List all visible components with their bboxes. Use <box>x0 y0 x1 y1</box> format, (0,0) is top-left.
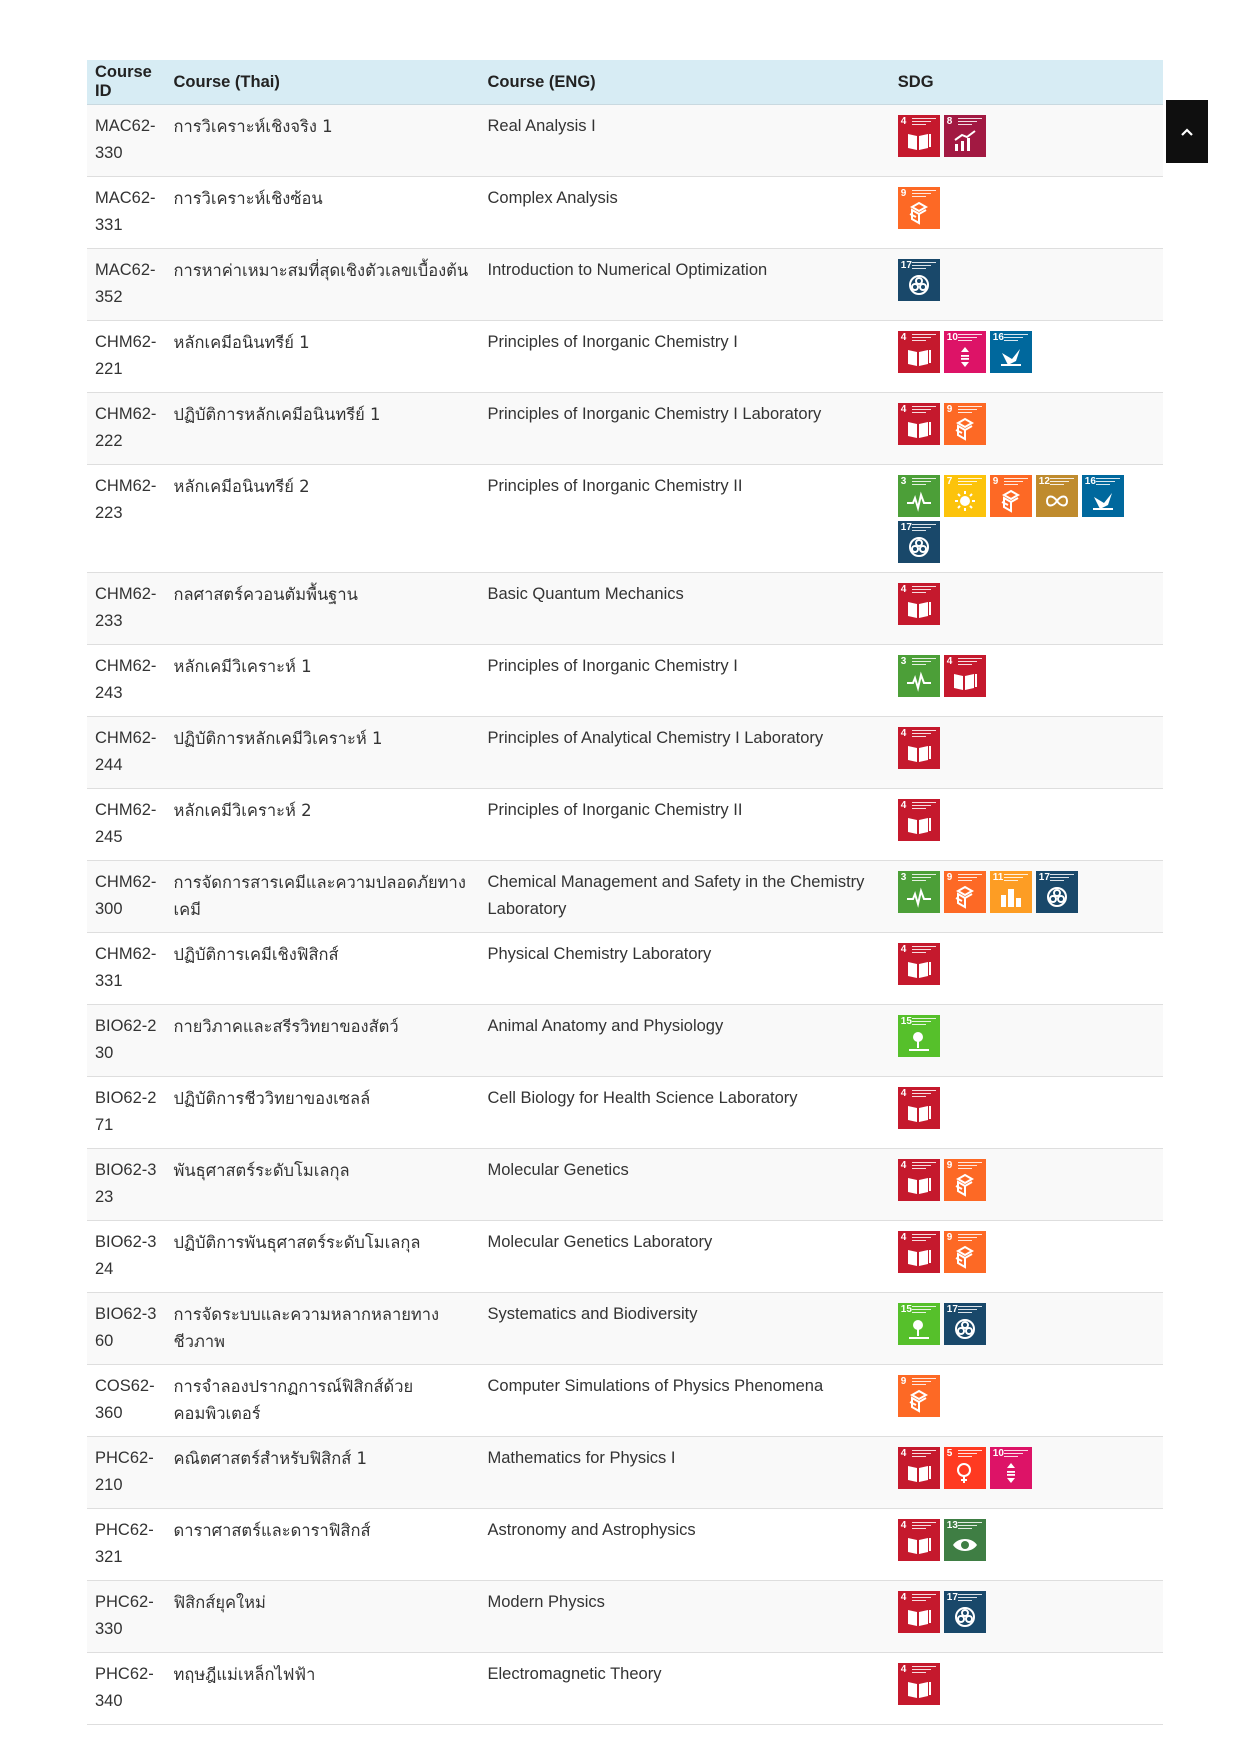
sdg-cell <box>890 249 1163 321</box>
chevron-up-icon <box>1181 128 1193 136</box>
course-id-cell: BIO62-230 <box>87 1005 166 1077</box>
table-row <box>87 861 1163 933</box>
course-id-cell: CHM62-221 <box>87 321 166 393</box>
table-row <box>87 789 1163 861</box>
course-eng-cell: Molecular Genetics <box>480 1149 890 1221</box>
sdg-number: 4 <box>900 944 907 955</box>
sdg-4-icon[interactable] <box>898 1087 940 1129</box>
sdg-4-icon[interactable] <box>898 943 940 985</box>
course-eng-cell: Chemical Management and Safety in the Chemistry Laboratory <box>480 861 890 933</box>
course-id-cell: CHM62-243 <box>87 645 166 717</box>
table-row <box>87 1221 1163 1293</box>
sdg-number: 4 <box>900 1664 907 1675</box>
course-id-cell: CHM62-300 <box>87 861 166 933</box>
course-thai-cell: การจำลองปรากฏการณ์ฟิสิกส์ด้วยคอมพิวเตอร์ <box>166 1365 480 1437</box>
course-thai-cell: คณิตศาสตร์สำหรับฟิสิกส์ 1 <box>166 1437 480 1509</box>
sdg-number: 4 <box>900 404 907 415</box>
sdg-4-icon[interactable] <box>898 1591 940 1633</box>
course-thai-cell: ดาราศาสตร์และดาราฟิสิกส์ <box>166 1509 480 1581</box>
sdg-number: 9 <box>946 1160 953 1171</box>
course-id-cell: BIO62-360 <box>87 1293 166 1365</box>
course-id-cell: CHM62-222 <box>87 393 166 465</box>
sdg-cell <box>890 1365 1163 1437</box>
course-thai-cell: การหาค่าเหมาะสมที่สุดเชิงตัวเลขเบื้องต้น <box>166 249 480 321</box>
sdg-15-icon[interactable] <box>898 1015 940 1057</box>
sdg-9-icon[interactable] <box>944 871 986 913</box>
sdg-cell <box>890 861 1163 933</box>
sdg-cell <box>890 1509 1163 1581</box>
header-course-eng: Course (ENG) <box>480 60 890 105</box>
course-id-cell: MAC62-330 <box>87 105 166 177</box>
course-eng-cell: Astronomy and Astrophysics <box>480 1509 890 1581</box>
sdg-10-icon[interactable] <box>990 1447 1032 1489</box>
sdg-4-icon[interactable] <box>898 403 940 445</box>
course-thai-cell: หลักเคมีอนินทรีย์ 1 <box>166 321 480 393</box>
table-row <box>87 465 1163 573</box>
sdg-4-icon[interactable] <box>898 727 940 769</box>
table-row <box>87 1581 1163 1653</box>
course-thai-cell: ปฏิบัติการหลักเคมีวิเคราะห์ 1 <box>166 717 480 789</box>
sdg-17-icon[interactable] <box>944 1591 986 1633</box>
sdg-number: 9 <box>900 188 907 199</box>
table-row <box>87 1437 1163 1509</box>
sdg-cell <box>890 393 1163 465</box>
course-id-cell: CHM62-223 <box>87 465 166 573</box>
sdg-17-icon[interactable] <box>898 521 940 563</box>
sdg-number: 4 <box>900 800 907 811</box>
sdg-4-icon[interactable] <box>898 331 940 373</box>
header-course-thai: Course (Thai) <box>166 60 480 105</box>
sdg-number: 8 <box>946 116 953 127</box>
sdg-16-icon[interactable] <box>1082 475 1124 517</box>
sdg-number: 7 <box>946 476 953 487</box>
table-row <box>87 321 1163 393</box>
table-row <box>87 573 1163 645</box>
sdg-number: 17 <box>900 260 912 271</box>
sdg-number: 12 <box>1038 476 1050 487</box>
sdg-13-icon[interactable] <box>944 1519 986 1561</box>
sdg-3-icon[interactable] <box>898 871 940 913</box>
course-id-cell: BIO62-324 <box>87 1221 166 1293</box>
table-row <box>87 717 1163 789</box>
sdg-9-icon[interactable] <box>944 1231 986 1273</box>
sdg-9-icon[interactable] <box>898 187 940 229</box>
sdg-number: 9 <box>900 1376 907 1387</box>
course-thai-cell: หลักเคมีอนินทรีย์ 2 <box>166 465 480 573</box>
table-header <box>87 60 1163 105</box>
course-id-cell: PHC62-340 <box>87 1653 166 1725</box>
back-to-top-button[interactable] <box>1166 100 1208 163</box>
table-row <box>87 105 1163 177</box>
sdg-number: 13 <box>946 1520 958 1531</box>
sdg-4-icon[interactable] <box>944 655 986 697</box>
table-row <box>87 393 1163 465</box>
sdg-12-icon[interactable] <box>1036 475 1078 517</box>
sdg-number: 9 <box>946 1232 953 1243</box>
course-thai-cell: หลักเคมีวิเคราะห์ 1 <box>166 645 480 717</box>
sdg-cell <box>890 573 1163 645</box>
course-thai-cell: ฟิสิกส์ยุคใหม่ <box>166 1581 480 1653</box>
course-eng-cell: Introduction to Numerical Optimization <box>480 249 890 321</box>
sdg-cell <box>890 105 1163 177</box>
sdg-9-icon[interactable] <box>944 403 986 445</box>
course-thai-cell: ทฤษฎีแม่เหล็กไฟฟ้า <box>166 1653 480 1725</box>
course-thai-cell: ปฏิบัติการพันธุศาสตร์ระดับโมเลกุล <box>166 1221 480 1293</box>
table-body <box>87 105 1163 1725</box>
sdg-number: 9 <box>992 476 999 487</box>
sdg-10-icon[interactable] <box>944 331 986 373</box>
sdg-number: 3 <box>900 872 907 883</box>
course-eng-cell: Mathematics for Physics I <box>480 1437 890 1509</box>
course-thai-cell: กายวิภาคและสรีรวิทยาของสัตว์ <box>166 1005 480 1077</box>
sdg-number: 3 <box>900 656 907 667</box>
sdg-cell <box>890 1581 1163 1653</box>
table-row <box>87 177 1163 249</box>
sdg-number: 10 <box>946 332 958 343</box>
course-thai-cell: ปฏิบัติการเคมีเชิงฟิสิกส์ <box>166 933 480 1005</box>
sdg-cell <box>890 1149 1163 1221</box>
sdg-4-icon[interactable] <box>898 1447 940 1489</box>
course-id-cell: CHM62-233 <box>87 573 166 645</box>
sdg-cell <box>890 1293 1163 1365</box>
sdg-number: 4 <box>900 1088 907 1099</box>
sdg-number: 15 <box>900 1304 912 1315</box>
sdg-3-icon[interactable] <box>898 475 940 517</box>
course-eng-cell: Principles of Analytical Chemistry I Laboratory <box>480 717 890 789</box>
course-thai-cell: ปฏิบัติการชีววิทยาของเซลล์ <box>166 1077 480 1149</box>
sdg-15-icon[interactable] <box>898 1303 940 1345</box>
course-id-cell: MAC62-352 <box>87 249 166 321</box>
header-sdg: SDG <box>890 60 1163 105</box>
table-row <box>87 1005 1163 1077</box>
sdg-cell <box>890 1221 1163 1293</box>
course-thai-cell: กลศาสตร์ควอนตัมพื้นฐาน <box>166 573 480 645</box>
sdg-cell <box>890 789 1163 861</box>
course-sdg-table <box>87 60 1163 1725</box>
sdg-17-icon[interactable] <box>1036 871 1078 913</box>
sdg-9-icon[interactable] <box>898 1375 940 1417</box>
course-id-cell: CHM62-244 <box>87 717 166 789</box>
sdg-4-icon[interactable] <box>898 1519 940 1561</box>
sdg-number: 4 <box>900 1160 907 1171</box>
sdg-16-icon[interactable] <box>990 331 1032 373</box>
course-sdg-table-container <box>87 60 1163 1725</box>
sdg-cell <box>890 1437 1163 1509</box>
course-eng-cell: Principles of Inorganic Chemistry II <box>480 465 890 573</box>
course-id-cell: PHC62-330 <box>87 1581 166 1653</box>
sdg-cell <box>890 465 1163 573</box>
course-eng-cell: Systematics and Biodiversity <box>480 1293 890 1365</box>
course-thai-cell: พันธุศาสตร์ระดับโมเลกุล <box>166 1149 480 1221</box>
course-thai-cell: การจัดการสารเคมีและความปลอดภัยทางเคมี <box>166 861 480 933</box>
sdg-cell <box>890 645 1163 717</box>
sdg-cell <box>890 321 1163 393</box>
sdg-number: 11 <box>992 872 1004 883</box>
course-id-cell: CHM62-245 <box>87 789 166 861</box>
table-row <box>87 1293 1163 1365</box>
course-eng-cell: Animal Anatomy and Physiology <box>480 1005 890 1077</box>
sdg-4-icon[interactable] <box>898 1159 940 1201</box>
sdg-number: 5 <box>946 1448 953 1459</box>
course-thai-cell: หลักเคมีวิเคราะห์ 2 <box>166 789 480 861</box>
sdg-number: 4 <box>900 1520 907 1531</box>
sdg-number: 4 <box>900 1592 907 1603</box>
sdg-5-icon[interactable] <box>944 1447 986 1489</box>
sdg-number: 16 <box>992 332 1004 343</box>
course-eng-cell: Modern Physics <box>480 1581 890 1653</box>
sdg-number: 17 <box>900 522 912 533</box>
course-id-cell: MAC62-331 <box>87 177 166 249</box>
sdg-number: 4 <box>900 1232 907 1243</box>
course-thai-cell: การวิเคราะห์เชิงจริง 1 <box>166 105 480 177</box>
sdg-cell <box>890 933 1163 1005</box>
sdg-9-icon[interactable] <box>944 1159 986 1201</box>
sdg-cell <box>890 717 1163 789</box>
table-row <box>87 1149 1163 1221</box>
course-id-cell: CHM62-331 <box>87 933 166 1005</box>
table-row <box>87 1509 1163 1581</box>
course-eng-cell: Real Analysis I <box>480 105 890 177</box>
sdg-9-icon[interactable] <box>990 475 1032 517</box>
sdg-11-icon[interactable] <box>990 871 1032 913</box>
sdg-number: 9 <box>946 404 953 415</box>
sdg-number: 4 <box>900 1448 907 1459</box>
sdg-4-icon[interactable] <box>898 1231 940 1273</box>
sdg-4-icon[interactable] <box>898 1663 940 1705</box>
table-row <box>87 645 1163 717</box>
course-eng-cell: Computer Simulations of Physics Phenomena <box>480 1365 890 1437</box>
sdg-4-icon[interactable] <box>898 583 940 625</box>
course-thai-cell: การจัดระบบและความหลากหลายทางชีวภาพ <box>166 1293 480 1365</box>
sdg-number: 4 <box>946 656 953 667</box>
course-eng-cell: Complex Analysis <box>480 177 890 249</box>
sdg-cell <box>890 177 1163 249</box>
table-row <box>87 1365 1163 1437</box>
course-eng-cell: Physical Chemistry Laboratory <box>480 933 890 1005</box>
sdg-number: 3 <box>900 476 907 487</box>
sdg-number: 17 <box>946 1592 958 1603</box>
sdg-number: 15 <box>900 1016 912 1027</box>
sdg-number: 17 <box>946 1304 958 1315</box>
sdg-7-icon[interactable] <box>944 475 986 517</box>
course-id-cell: BIO62-271 <box>87 1077 166 1149</box>
sdg-cell <box>890 1653 1163 1725</box>
table-row <box>87 1077 1163 1149</box>
sdg-4-icon[interactable] <box>898 799 940 841</box>
sdg-number: 16 <box>1084 476 1096 487</box>
course-id-cell: BIO62-323 <box>87 1149 166 1221</box>
table-row <box>87 933 1163 1005</box>
sdg-number: 10 <box>992 1448 1004 1459</box>
course-eng-cell: Basic Quantum Mechanics <box>480 573 890 645</box>
sdg-number: 4 <box>900 332 907 343</box>
header-course-id: Course ID <box>87 60 166 105</box>
sdg-3-icon[interactable] <box>898 655 940 697</box>
course-id-cell: PHC62-321 <box>87 1509 166 1581</box>
sdg-number: 4 <box>900 728 907 739</box>
sdg-17-icon[interactable] <box>898 259 940 301</box>
course-eng-cell: Principles of Inorganic Chemistry II <box>480 789 890 861</box>
course-id-cell: PHC62-210 <box>87 1437 166 1509</box>
course-eng-cell: Electromagnetic Theory <box>480 1653 890 1725</box>
course-eng-cell: Principles of Inorganic Chemistry I <box>480 321 890 393</box>
sdg-cell <box>890 1005 1163 1077</box>
course-eng-cell: Principles of Inorganic Chemistry I <box>480 645 890 717</box>
course-id-cell: COS62-360 <box>87 1365 166 1437</box>
sdg-number: 4 <box>900 584 907 595</box>
course-thai-cell: ปฏิบัติการหลักเคมีอนินทรีย์ 1 <box>166 393 480 465</box>
course-eng-cell: Cell Biology for Health Science Laboratory <box>480 1077 890 1149</box>
course-eng-cell: Principles of Inorganic Chemistry I Laboratory <box>480 393 890 465</box>
sdg-4-icon[interactable] <box>898 115 940 157</box>
sdg-number: 4 <box>900 116 907 127</box>
course-eng-cell: Molecular Genetics Laboratory <box>480 1221 890 1293</box>
sdg-number: 9 <box>946 872 953 883</box>
sdg-cell <box>890 1077 1163 1149</box>
table-row <box>87 1653 1163 1725</box>
sdg-17-icon[interactable] <box>944 1303 986 1345</box>
sdg-8-icon[interactable] <box>944 115 986 157</box>
course-thai-cell: การวิเคราะห์เชิงซ้อน <box>166 177 480 249</box>
sdg-number: 17 <box>1038 872 1050 883</box>
table-row <box>87 249 1163 321</box>
